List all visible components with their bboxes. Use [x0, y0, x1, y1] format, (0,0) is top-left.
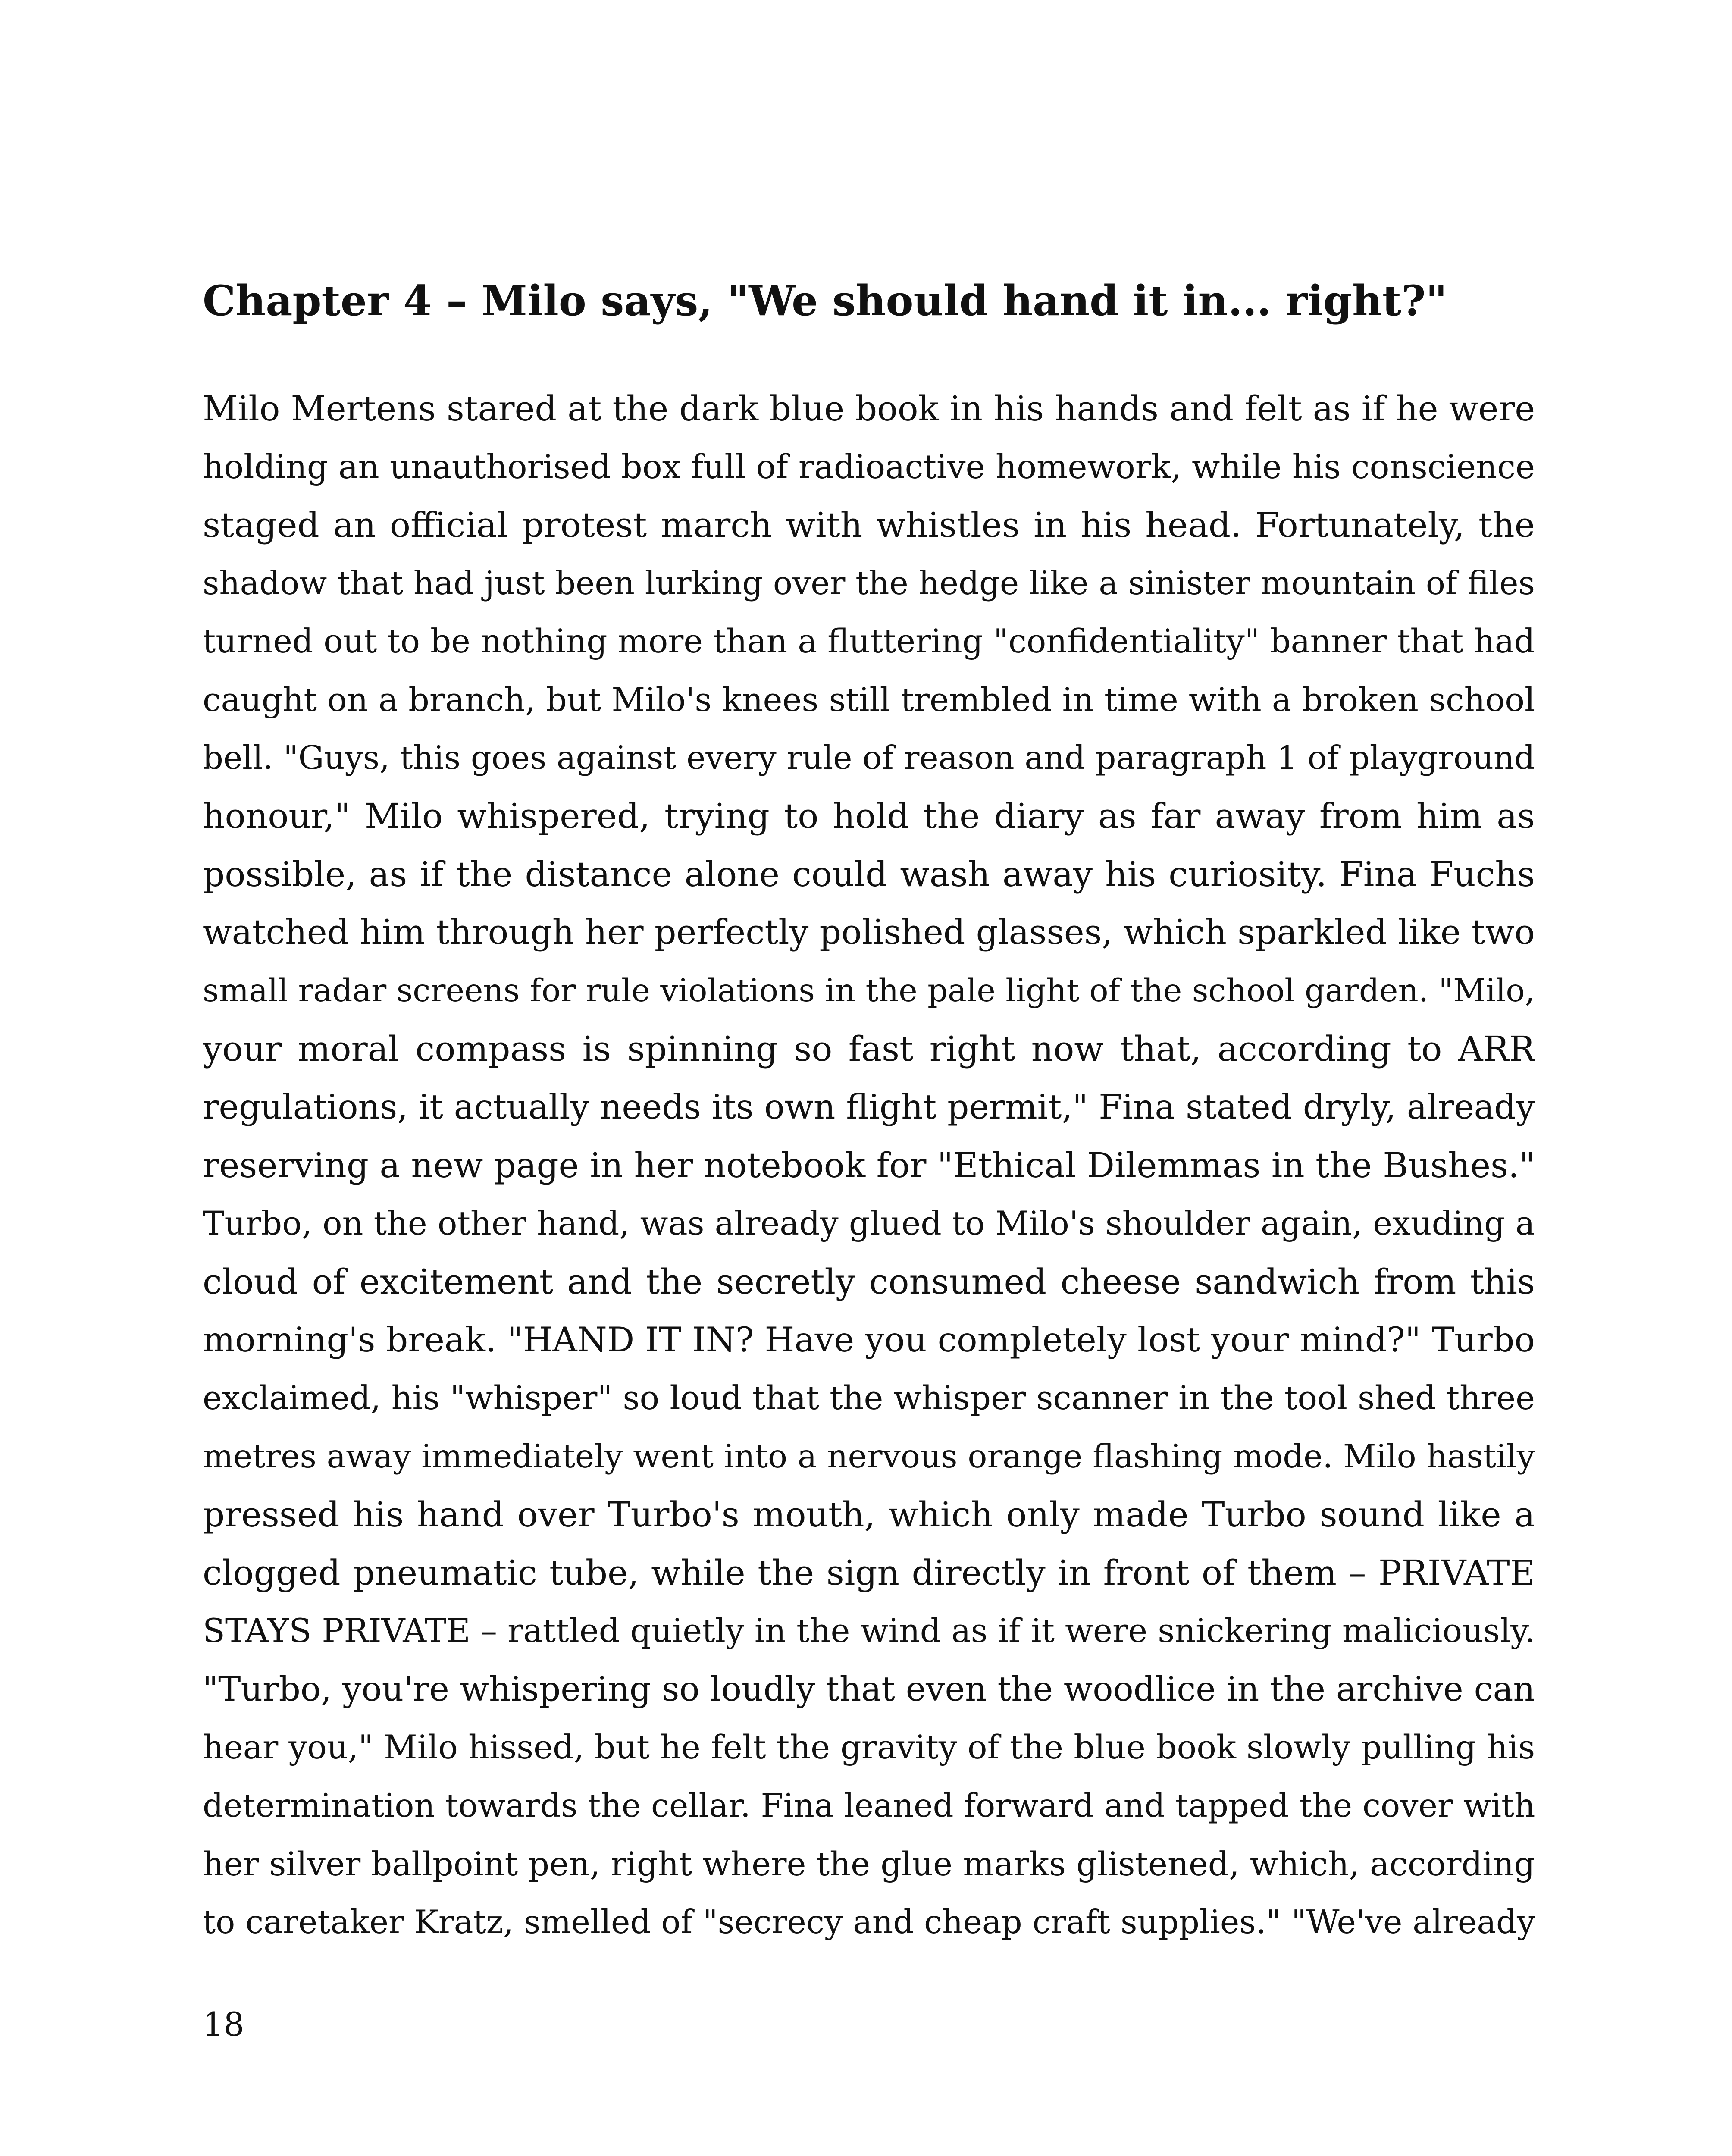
body-line: Turbo, on the other hand, was already glued to Milo's shoulder again, exuding a	[203, 1204, 1535, 1242]
body-line: your moral compass is spinning so fast right now that, according to ARR	[203, 1029, 1535, 1069]
body-line: turned out to be nothing more than a fluttering "confidentiality" banner that had	[203, 622, 1535, 660]
body-line: her silver ballpoint pen, right where the glue marks glistened, which, according	[203, 1845, 1535, 1883]
body-line: staged an official protest march with whistles in his head. Fortunately, the	[203, 505, 1535, 545]
body-line: exclaimed, his "whisper" so loud that the whisper scanner in the tool shed three	[203, 1379, 1535, 1417]
page-number: 18	[203, 2005, 244, 2043]
body-line: holding an unauthorised box full of radioactive homework, while his conscience	[203, 448, 1535, 486]
body-line: metres away immediately went into a nervous orange flashing mode. Milo hastily	[203, 1438, 1535, 1475]
body-line: determination towards the cellar. Fina leaned forward and tapped the cover with	[203, 1786, 1535, 1824]
body-line: cloud of excitement and the secretly consumed cheese sandwich from this	[203, 1262, 1535, 1302]
body-line: reserving a new page in her notebook for "Ethical Dilemmas in the Bushes."	[203, 1145, 1535, 1185]
body-line: to caretaker Kratz, smelled of "secrecy and cheap craft supplies." "We've already	[203, 1903, 1535, 1941]
chapter-title: Chapter 4 – Milo says, "We should hand it in... right?"	[203, 276, 1447, 325]
body-line: possible, as if the distance alone could wash away his curiosity. Fina Fuchs	[203, 854, 1535, 894]
body-line: caught on a branch, but Milo's knees still trembled in time with a broken school	[203, 680, 1535, 719]
body-line: pressed his hand over Turbo's mouth, which only made Turbo sound like a	[203, 1495, 1535, 1535]
body-line: regulations, it actually needs its own flight permit," Fina stated dryly, already	[203, 1087, 1535, 1127]
body-line: shadow that had just been lurking over the hedge like a sinister mountain of files	[203, 564, 1535, 602]
body-paragraph	[203, 379, 1535, 1951]
body-line: clogged pneumatic tube, while the sign directly in front of them – PRIVATE	[203, 1553, 1535, 1593]
body-line: honour," Milo whispered, trying to hold the diary as far away from him as	[203, 796, 1535, 836]
body-line: hear you," Milo hissed, but he felt the gravity of the blue book slowly pulling his	[203, 1728, 1535, 1766]
body-line: watched him through her perfectly polished glasses, which sparkled like two	[203, 912, 1535, 952]
body-line: "Turbo, you're whispering so loudly that even the woodlice in the archive can	[203, 1669, 1535, 1709]
body-line: Milo Mertens stared at the dark blue book in his hands and felt as if he were	[203, 389, 1535, 429]
body-line: morning's break. "HAND IT IN? Have you completely lost your mind?" Turbo	[203, 1320, 1535, 1360]
body-line: STAYS PRIVATE – rattled quietly in the wind as if it were snickering maliciously.	[203, 1612, 1535, 1650]
body-line: bell. "Guys, this goes against every rule of reason and paragraph 1 of playground	[203, 739, 1535, 777]
body-line: small radar screens for rule violations in the pale light of the school garden. "Milo,	[203, 972, 1535, 1009]
